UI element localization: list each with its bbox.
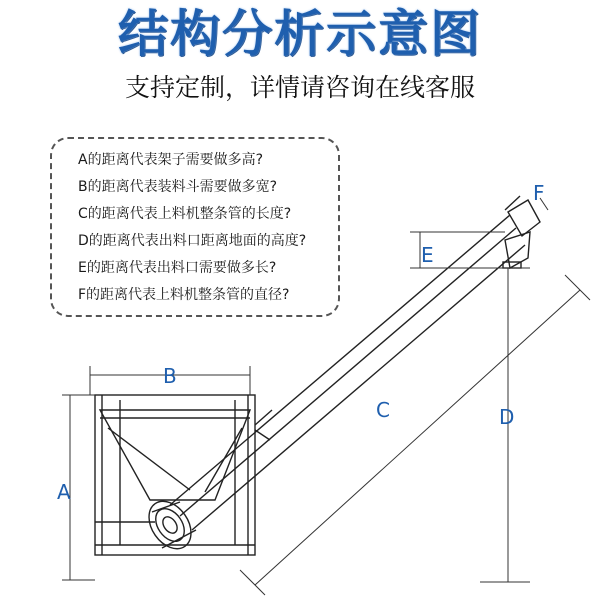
question-b: B的距离代表装料斗需要做多宽? (78, 179, 278, 195)
hopper-funnel (100, 410, 250, 500)
outlet-head (503, 196, 540, 268)
question-d: D的距离代表出料口距离地面的高度? (78, 233, 307, 249)
inclined-tube (170, 215, 525, 530)
label-e: E (421, 243, 434, 267)
hopper-frame (95, 395, 255, 555)
question-e: E的距离代表出料口需要做多长? (78, 260, 277, 276)
page-subtitle: 支持定制，详情请咨询在线客服 (124, 73, 475, 102)
label-b: B (163, 364, 177, 388)
motor (140, 493, 199, 556)
page-title: 结构分析示意图 (118, 5, 482, 63)
label-d: D (499, 405, 515, 429)
question-a: A的距离代表架子需要做多高? (78, 152, 264, 168)
question-f: F的距离代表上料机整条管的直径? (78, 287, 290, 303)
label-c: C (376, 398, 390, 422)
label-a: A (57, 480, 71, 504)
question-c: C的距离代表上料机整条管的长度? (78, 206, 292, 222)
label-f: F (533, 181, 545, 205)
